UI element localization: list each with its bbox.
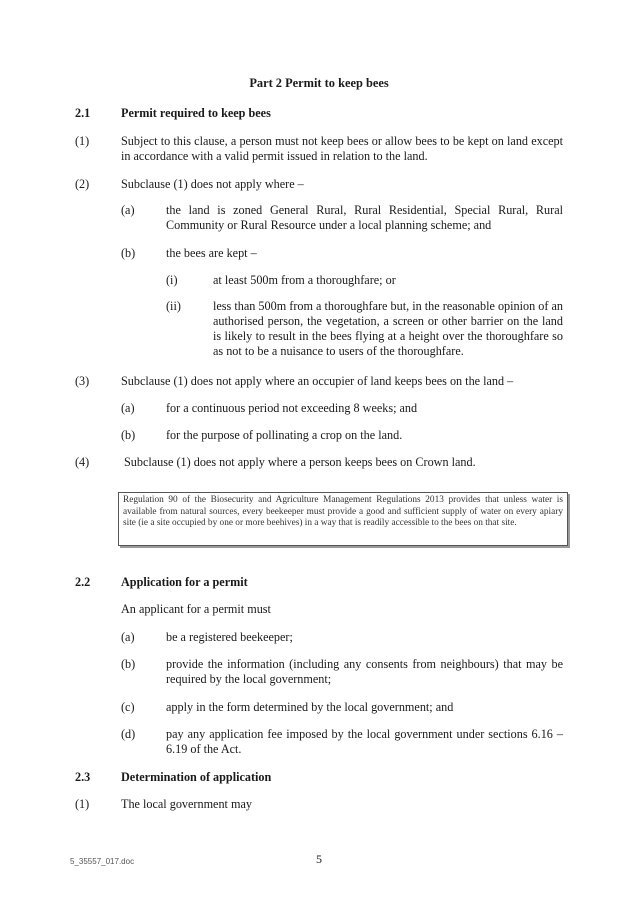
paragraph-text: provide the information (including any consents from neighbours) that may be required by the local government;: [166, 657, 563, 686]
clause-number: (1): [75, 134, 90, 148]
paragraph-label: (b): [121, 657, 136, 671]
paragraph-label: (d): [121, 727, 136, 741]
footer-page-number: 5: [316, 852, 322, 866]
regulation-note-box: Regulation 90 of the Biosecurity and Agriculture Management Regulations 2013 provides that unless water is available from natural sources, every beekeeper must provide a good and sufficient supply of water on every apiary site (ie a site occupied by one or more beehives) in a way that is readily accessible to the bees on that site.: [118, 492, 568, 546]
paragraph-label: (b): [121, 428, 136, 442]
paragraph-text: be a registered beekeeper;: [166, 630, 293, 644]
subparagraph-label: (i): [166, 273, 178, 287]
paragraph-text: for the purpose of pollinating a crop on the land.: [166, 428, 403, 442]
footer-document-id: 5_35557_017.doc: [70, 857, 135, 866]
paragraph-text: for a continuous period not exceeding 8 weeks; and: [166, 401, 418, 415]
clause-text: Subject to this clause, a person must not keep bees or allow bees to be kept on land except in accordance with a valid permit issued in relation to the land.: [121, 134, 563, 163]
clause-number: (3): [75, 374, 90, 388]
clause-text: Subclause (1) does not apply where –: [121, 177, 304, 191]
paragraph-text: the land is zoned General Rural, Rural Residential, Special Rural, Rural Community or Rural Resource under a local planning scheme; and: [166, 203, 563, 232]
section-number: 2.2: [75, 575, 91, 589]
clause-number: (4): [75, 455, 90, 469]
part-title: Part 2 Permit to keep bees: [249, 76, 389, 90]
section-heading: Application for a permit: [121, 575, 248, 589]
clause-text: Subclause (1) does not apply where a person keeps bees on Crown land.: [124, 455, 476, 469]
section-heading: Permit required to keep bees: [121, 106, 271, 120]
section-intro: An applicant for a permit must: [121, 602, 271, 616]
section-number: 2.3: [75, 770, 91, 784]
paragraph-label: (a): [121, 630, 135, 644]
paragraph-text: the bees are kept –: [166, 246, 257, 260]
paragraph-label: (a): [121, 401, 135, 415]
clause-text: Subclause (1) does not apply where an occupier of land keeps bees on the land –: [121, 374, 514, 388]
section-heading: Determination of application: [121, 770, 272, 784]
clause-text: The local government may: [121, 797, 252, 811]
paragraph-label: (b): [121, 246, 136, 260]
subparagraph-label: (ii): [166, 299, 181, 313]
paragraph-label: (a): [121, 203, 135, 217]
clause-number: (2): [75, 177, 90, 191]
paragraph-text: pay any application fee imposed by the local government under sections 6.16 – 6.19 of the Act.: [166, 727, 563, 756]
subparagraph-text: less than 500m from a thoroughfare but, in the reasonable opinion of an authorised person, the vegetation, a screen or other barrier on the land is likely to result in the bees flying at a height over the thoroughfare so as not to be a nuisance to users of the thoroughfare.: [213, 299, 563, 358]
paragraph-label: (c): [121, 700, 135, 714]
clause-number: (1): [75, 797, 90, 811]
section-number: 2.1: [75, 106, 91, 120]
paragraph-text: apply in the form determined by the local government; and: [166, 700, 454, 714]
subparagraph-text: at least 500m from a thoroughfare; or: [213, 273, 396, 287]
